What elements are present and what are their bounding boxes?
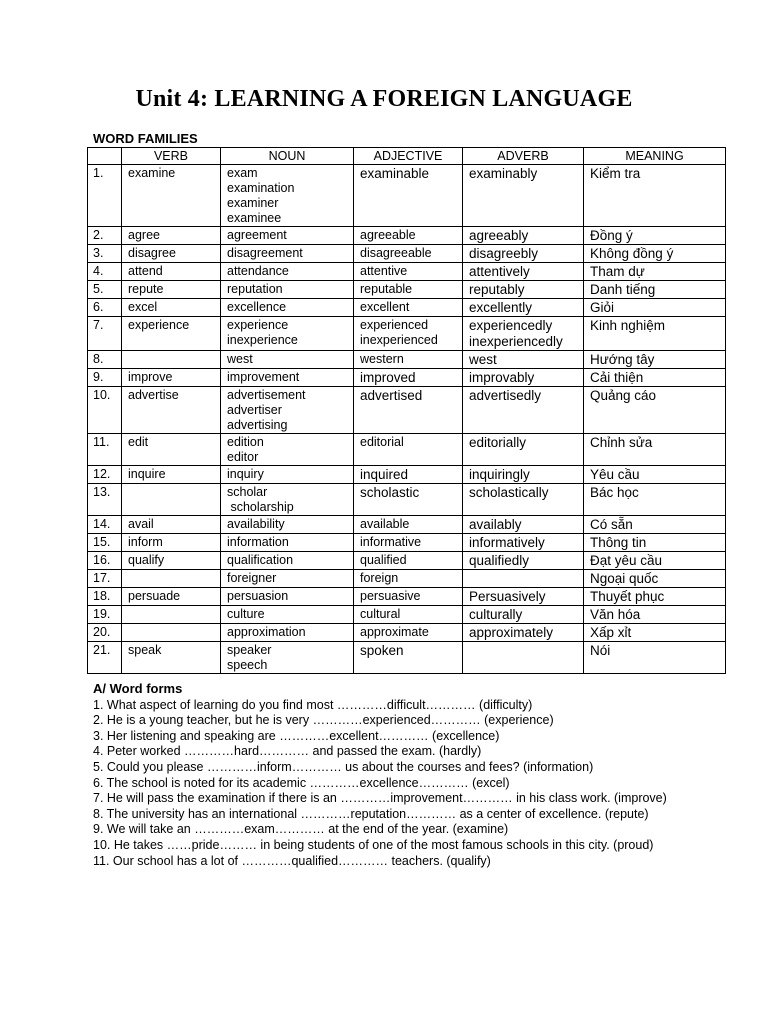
meaning-word: Đồng ý: [590, 228, 633, 243]
exercises-section: [93, 681, 693, 869]
adverb-cell: [463, 534, 584, 552]
verb-cell: [122, 624, 221, 642]
adjective-word: examinable: [360, 166, 430, 181]
table-row: [88, 466, 726, 484]
verb-word: attend: [128, 264, 163, 278]
meaning-cell: [584, 588, 726, 606]
table-row: [88, 369, 726, 387]
verb-word: avail: [128, 517, 154, 531]
meaning-cell: [584, 351, 726, 369]
adverb-word: qualifiedly: [469, 553, 530, 568]
adjective-word: attentive: [360, 264, 408, 278]
adjective-word: improved: [360, 370, 416, 385]
noun-word: improvement: [227, 370, 300, 384]
table-row: [88, 245, 726, 263]
adverb-word: culturally: [469, 607, 523, 622]
verb-cell: [122, 387, 221, 434]
adjective-cell: [354, 165, 463, 227]
table-row: [88, 552, 726, 570]
adjective-cell: [354, 516, 463, 534]
noun-cell: [221, 624, 354, 642]
noun-word: foreigner: [227, 571, 277, 585]
meaning-word: Kiểm tra: [590, 166, 641, 181]
table-row: [88, 434, 726, 466]
exercise-item: 4. Peter worked …………hard………… and passed the exam. (hardly): [93, 744, 482, 759]
noun-cell: [221, 351, 354, 369]
table-row: [88, 570, 726, 588]
noun-cell: [221, 227, 354, 245]
noun-word: qualification: [227, 553, 294, 567]
adjective-cell: [354, 227, 463, 245]
exercise-item: 6. The school is noted for its academic …………excellence………… (excel): [93, 775, 510, 790]
adverb-cell: [463, 165, 584, 227]
row-number: 14.: [88, 516, 122, 534]
noun-word: edition: [227, 435, 264, 449]
meaning-word: Yêu cầu: [590, 467, 640, 482]
verb-word: repute: [128, 282, 164, 296]
row-number: 1.: [88, 165, 122, 227]
table-row: [88, 317, 726, 351]
noun-word: inquiry: [227, 467, 264, 481]
verb-cell: [122, 642, 221, 674]
row-number: 2.: [88, 227, 122, 245]
meaning-cell: [584, 281, 726, 299]
adjective-word: persuasive: [360, 589, 421, 603]
meaning-cell: [584, 484, 726, 516]
verb-cell: [122, 299, 221, 317]
adjective-word: foreign: [360, 571, 399, 585]
verb-cell: [122, 165, 221, 227]
exercise-item: 2. He is a young teacher, but he is very …………experienced………… (experience): [93, 713, 554, 728]
noun-cell: [221, 606, 354, 624]
table-row: [88, 484, 726, 516]
noun-cell: [221, 317, 354, 351]
adverb-cell: [463, 351, 584, 369]
verb-cell: [122, 588, 221, 606]
table-row: [88, 227, 726, 245]
noun-word: experience: [227, 318, 289, 332]
adverb-cell: [463, 387, 584, 434]
header-verb: VERB: [122, 148, 221, 165]
adverb-cell: [463, 588, 584, 606]
noun-word: inexperience: [227, 333, 298, 347]
adverb-word: improvably: [469, 370, 535, 385]
verb-word: qualify: [128, 553, 165, 567]
adjective-cell: [354, 317, 463, 351]
exercise-item: 8. The university has an international …………reputation………… as a center of excellence. (repute): [93, 806, 649, 821]
meaning-cell: [584, 263, 726, 281]
adjective-word: cultural: [360, 607, 401, 621]
meaning-cell: [584, 534, 726, 552]
row-number: 21.: [88, 642, 122, 674]
verb-word: speak: [128, 643, 162, 657]
adjective-cell: [354, 299, 463, 317]
verb-word: inquire: [128, 467, 166, 481]
noun-word: examination: [227, 181, 295, 195]
noun-cell: [221, 369, 354, 387]
meaning-word: Tham dự: [590, 264, 645, 279]
adverb-word: informatively: [469, 535, 545, 550]
noun-cell: [221, 588, 354, 606]
noun-cell: [221, 165, 354, 227]
meaning-word: Chỉnh sửa: [590, 435, 653, 450]
verb-word: experience: [128, 318, 190, 332]
adverb-cell: [463, 227, 584, 245]
adjective-cell: [354, 642, 463, 674]
row-number: 18.: [88, 588, 122, 606]
adverb-cell: [463, 263, 584, 281]
meaning-word: Danh tiếng: [590, 282, 656, 297]
adjective-cell: [354, 351, 463, 369]
header-adjective: ADJECTIVE: [354, 148, 463, 165]
row-number: 15.: [88, 534, 122, 552]
meaning-word: Đạt yêu cầu: [590, 553, 663, 568]
adjective-cell: [354, 281, 463, 299]
adjective-cell: [354, 624, 463, 642]
row-number: 13.: [88, 484, 122, 516]
adjective-word: editorial: [360, 435, 404, 449]
meaning-cell: [584, 466, 726, 484]
adverb-cell: [463, 606, 584, 624]
noun-word: west: [227, 352, 253, 366]
noun-cell: [221, 534, 354, 552]
noun-word: excellence: [227, 300, 287, 314]
adjective-word: experienced: [360, 318, 429, 332]
meaning-cell: [584, 369, 726, 387]
adjective-word: western: [360, 352, 404, 366]
noun-cell: [221, 642, 354, 674]
verb-word: inform: [128, 535, 163, 549]
row-number: 11.: [88, 434, 122, 466]
adverb-cell: [463, 317, 584, 351]
meaning-word: Giỏi: [590, 300, 615, 315]
adverb-cell: [463, 369, 584, 387]
table-row: [88, 534, 726, 552]
verb-cell: [122, 281, 221, 299]
meaning-word: Quảng cáo: [590, 388, 657, 403]
table-row: [88, 299, 726, 317]
verb-word: examine: [128, 166, 176, 180]
adverb-word: disagreebly: [469, 246, 539, 261]
verb-cell: [122, 534, 221, 552]
meaning-word: Xấp xỉt: [590, 625, 632, 640]
noun-cell: [221, 387, 354, 434]
table-row: [88, 588, 726, 606]
adjective-cell: [354, 466, 463, 484]
meaning-cell: [584, 642, 726, 674]
header-noun: NOUN: [221, 148, 354, 165]
verb-cell: [122, 434, 221, 466]
section-label: WORD FAMILIES: [93, 131, 198, 146]
adjective-word: excellent: [360, 300, 410, 314]
noun-word: examiner: [227, 196, 279, 210]
verb-word: excel: [128, 300, 158, 314]
table-row: [88, 642, 726, 674]
meaning-word: Không đồng ý: [590, 246, 674, 261]
noun-word: speaker: [227, 643, 272, 657]
table-row: [88, 263, 726, 281]
adjective-word: inexperienced: [360, 333, 438, 347]
adverb-word: inexperiencedly: [469, 334, 563, 349]
exercise-item: 7. He will pass the examination if there is an …………improvement………… in his class work. (improve): [93, 791, 667, 806]
meaning-cell: [584, 165, 726, 227]
meaning-word: Có sẵn: [590, 517, 633, 532]
header-meaning: MEANING: [584, 148, 726, 165]
adjective-word: available: [360, 517, 410, 531]
row-number: 9.: [88, 369, 122, 387]
meaning-word: Bác học: [590, 485, 639, 500]
adjective-word: inquired: [360, 467, 409, 482]
noun-word: availability: [227, 517, 285, 531]
meaning-cell: [584, 570, 726, 588]
adjective-cell: [354, 552, 463, 570]
meaning-word: Hướng tây: [590, 352, 655, 367]
adverb-word: availably: [469, 517, 522, 532]
verb-word: agree: [128, 228, 160, 242]
row-number: 10.: [88, 387, 122, 434]
meaning-cell: [584, 299, 726, 317]
noun-word: editor: [227, 450, 259, 464]
table-header-row: [88, 148, 726, 165]
meaning-cell: [584, 606, 726, 624]
meaning-cell: [584, 434, 726, 466]
exercise-item: 11. Our school has a lot of …………qualified………… teachers. (qualify): [93, 853, 491, 868]
meaning-cell: [584, 317, 726, 351]
table-row: [88, 624, 726, 642]
meaning-word: Văn hóa: [590, 607, 641, 622]
adverb-cell: [463, 434, 584, 466]
adverb-cell: [463, 516, 584, 534]
noun-cell: [221, 299, 354, 317]
adverb-word: Persuasively: [469, 589, 546, 604]
noun-cell: [221, 484, 354, 516]
adverb-word: scholastically: [469, 485, 549, 500]
noun-word: speech: [227, 658, 268, 672]
table-row: [88, 606, 726, 624]
meaning-cell: [584, 387, 726, 434]
verb-cell: [122, 263, 221, 281]
row-number: 16.: [88, 552, 122, 570]
verb-word: improve: [128, 370, 173, 384]
noun-word: advertiser: [227, 403, 282, 417]
adverb-cell: [463, 466, 584, 484]
noun-cell: [221, 434, 354, 466]
adverb-cell: [463, 281, 584, 299]
table-row: [88, 281, 726, 299]
adjective-cell: [354, 245, 463, 263]
table-body: [88, 165, 726, 674]
adverb-word: west: [469, 352, 497, 367]
table-row: [88, 165, 726, 227]
adverb-word: attentively: [469, 264, 530, 279]
table-row: [88, 516, 726, 534]
noun-word: scholarship: [227, 500, 294, 514]
meaning-word: Ngoại quốc: [590, 571, 659, 586]
adverb-word: advertisedly: [469, 388, 542, 403]
adjective-word: advertised: [360, 388, 423, 403]
noun-cell: [221, 263, 354, 281]
adverb-cell: [463, 484, 584, 516]
verb-cell: [122, 466, 221, 484]
adjective-cell: [354, 606, 463, 624]
noun-word: approximation: [227, 625, 306, 639]
noun-cell: [221, 552, 354, 570]
row-number: 6.: [88, 299, 122, 317]
adverb-word: experiencedly: [469, 318, 553, 333]
verb-word: advertise: [128, 388, 179, 402]
adjective-cell: [354, 570, 463, 588]
meaning-word: Thông tin: [590, 535, 647, 550]
table-row: [88, 351, 726, 369]
meaning-cell: [584, 516, 726, 534]
noun-word: attendance: [227, 264, 289, 278]
noun-word: exam: [227, 166, 258, 180]
row-number: 7.: [88, 317, 122, 351]
verb-cell: [122, 516, 221, 534]
adjective-word: spoken: [360, 643, 404, 658]
meaning-cell: [584, 624, 726, 642]
adjective-word: informative: [360, 535, 422, 549]
noun-word: information: [227, 535, 289, 549]
noun-word: advertising: [227, 418, 288, 432]
adjective-word: disagreeable: [360, 246, 432, 260]
verb-word: edit: [128, 435, 149, 449]
meaning-word: Kinh nghiệm: [590, 318, 666, 333]
adjective-cell: [354, 434, 463, 466]
adverb-cell: [463, 552, 584, 570]
noun-cell: [221, 516, 354, 534]
verb-cell: [122, 317, 221, 351]
noun-word: advertisement: [227, 388, 306, 402]
noun-cell: [221, 281, 354, 299]
row-number: 19.: [88, 606, 122, 624]
exercise-item: 10. He takes ……pride……… in being students of one of the most famous schools in this city. (proud): [93, 837, 654, 852]
verb-cell: [122, 606, 221, 624]
adjective-word: scholastic: [360, 485, 420, 500]
verb-word: disagree: [128, 246, 176, 260]
header-adverb: ADVERB: [463, 148, 584, 165]
exercise-item: 5. Could you please …………inform………… us about the courses and fees? (information): [93, 759, 594, 774]
table-row: [88, 387, 726, 434]
adverb-word: approximately: [469, 625, 554, 640]
row-number: 20.: [88, 624, 122, 642]
noun-cell: [221, 245, 354, 263]
adverb-cell: [463, 642, 584, 674]
noun-cell: [221, 466, 354, 484]
noun-word: agreement: [227, 228, 287, 242]
meaning-word: Thuyết phục: [590, 589, 665, 604]
adverb-cell: [463, 624, 584, 642]
adverb-word: reputably: [469, 282, 525, 297]
row-number: 3.: [88, 245, 122, 263]
adjective-word: approximate: [360, 625, 429, 639]
row-number: 4.: [88, 263, 122, 281]
adverb-cell: [463, 299, 584, 317]
verb-word: persuade: [128, 589, 181, 603]
row-number: 8.: [88, 351, 122, 369]
adverb-word: agreeably: [469, 228, 529, 243]
noun-cell: [221, 570, 354, 588]
verb-cell: [122, 552, 221, 570]
adjective-word: qualified: [360, 553, 407, 567]
noun-word: examinee: [227, 211, 282, 225]
verb-cell: [122, 570, 221, 588]
adjective-cell: [354, 588, 463, 606]
exercise-list: [93, 698, 693, 870]
exercise-item: 3. Her listening and speaking are …………excellent………… (excellence): [93, 728, 500, 743]
verb-cell: [122, 227, 221, 245]
adjective-cell: [354, 387, 463, 434]
exercise-item: 9. We will take an …………exam………… at the end of the year. (examine): [93, 822, 509, 837]
adverb-cell: [463, 245, 584, 263]
noun-word: persuasion: [227, 589, 289, 603]
meaning-cell: [584, 245, 726, 263]
word-families-table: [87, 147, 726, 674]
verb-cell: [122, 369, 221, 387]
adverb-word: examinably: [469, 166, 538, 181]
meaning-word: Nói: [590, 643, 611, 658]
adverb-word: inquiringly: [469, 467, 530, 482]
adverb-cell: [463, 570, 584, 588]
adverb-word: excellently: [469, 300, 533, 315]
meaning-word: Cải thiện: [590, 370, 644, 385]
adjective-cell: [354, 369, 463, 387]
meaning-cell: [584, 227, 726, 245]
verb-cell: [122, 484, 221, 516]
verb-cell: [122, 245, 221, 263]
noun-word: scholar: [227, 485, 268, 499]
row-number: 12.: [88, 466, 122, 484]
adjective-cell: [354, 484, 463, 516]
noun-word: disagreement: [227, 246, 303, 260]
adjective-cell: [354, 263, 463, 281]
row-number: 17.: [88, 570, 122, 588]
row-number: 5.: [88, 281, 122, 299]
adjective-cell: [354, 534, 463, 552]
noun-word: reputation: [227, 282, 283, 296]
adjective-word: reputable: [360, 282, 413, 296]
exercise-item: 1. What aspect of learning do you find most …………difficult………… (difficulty): [93, 697, 533, 712]
exercises-heading: A/ Word forms: [93, 681, 183, 696]
noun-word: culture: [227, 607, 265, 621]
meaning-cell: [584, 552, 726, 570]
page-title: Unit 4: LEARNING A FOREIGN LANGUAGE: [135, 86, 633, 112]
adjective-word: agreeable: [360, 228, 416, 242]
adverb-word: editorially: [469, 435, 527, 450]
header-num: [88, 148, 122, 165]
verb-cell: [122, 351, 221, 369]
